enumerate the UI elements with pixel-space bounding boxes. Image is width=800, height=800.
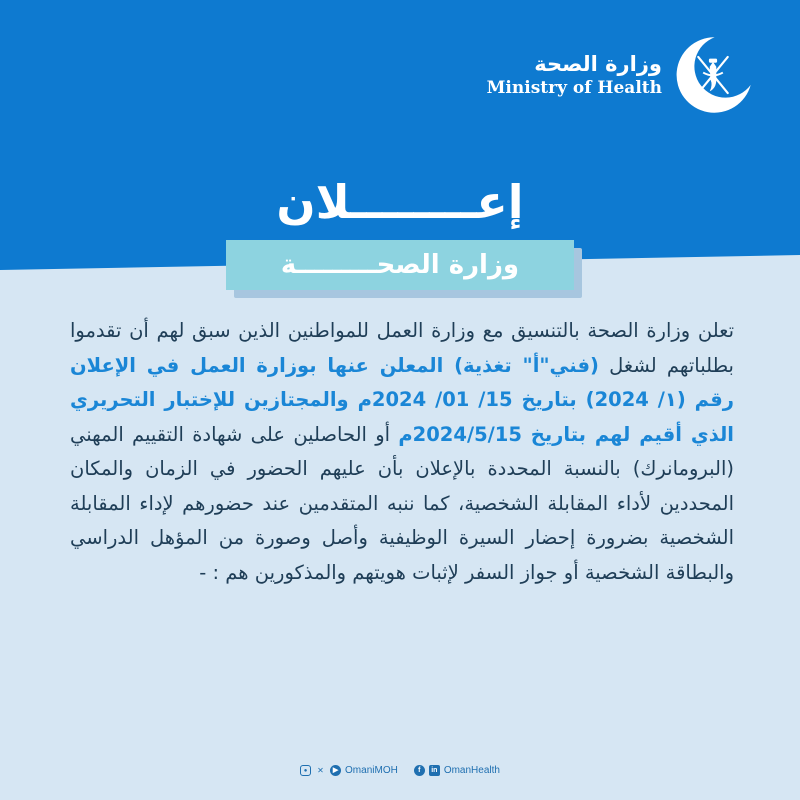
social-handle-left[interactable]: OmaniMOH: [345, 765, 398, 776]
ministry-logo: [487, 34, 754, 116]
logo-name-arabic: وزارة الصحة: [534, 51, 662, 76]
social-handle-right[interactable]: OmanHealth: [443, 765, 500, 776]
social-group-right: [414, 765, 500, 776]
youtube-icon[interactable]: ▶: [330, 765, 341, 776]
announcement-body: [70, 314, 734, 590]
x-icon[interactable]: ✕: [317, 765, 324, 775]
logo-text: [486, 51, 662, 98]
social-group-left: [300, 765, 398, 776]
logo-name-english: Ministry of Health: [486, 77, 662, 98]
linkedin-icon[interactable]: in: [429, 765, 440, 776]
body-intro: تعلن وزارة الصحة بالتنسيق مع وزارة العمل للمواطنين الذين سبق لهم أن تقدموا بطلباتهم لشغل: [70, 319, 734, 377]
body-details: أو الحاصلين على شهادة التقييم المهني (البرومانرك) بالنسبة المحددة بالإعلان بأن عليهم الحضور في الزمان والمكان المحددين لأداء المقابلة الشخصية، كما ننبه المتقدمين عند حضورهم لإداء المقابلة الشخصية بضرورة إحضار السيرة الوظيفية وأصل وصورة من المؤهل الدراسي والبطاقة الشخصية أو جواز السفر لإثبات هويتهم والمذكورين هم : -: [70, 422, 734, 584]
ministry-ribbon: [226, 240, 574, 290]
announcement-title: إعــــــــلان: [276, 175, 524, 229]
oman-khanjar-emblem-icon: [672, 34, 754, 116]
instagram-icon[interactable]: ●: [300, 765, 311, 776]
social-footer: [0, 765, 800, 776]
facebook-icon[interactable]: f: [414, 765, 425, 776]
ribbon-label: وزارة الصحـــــــــة: [226, 240, 574, 290]
body-highlight: (فني"أ" تغذية) المعلن عنها بوزارة العمل في الإعلان رقم (١/ 2024) بتاريخ 15/ 01/ 2024م والمجتازين للإختبار التحريري الذي أقيم لهم بتاريخ 2024/5/15م: [70, 353, 734, 446]
